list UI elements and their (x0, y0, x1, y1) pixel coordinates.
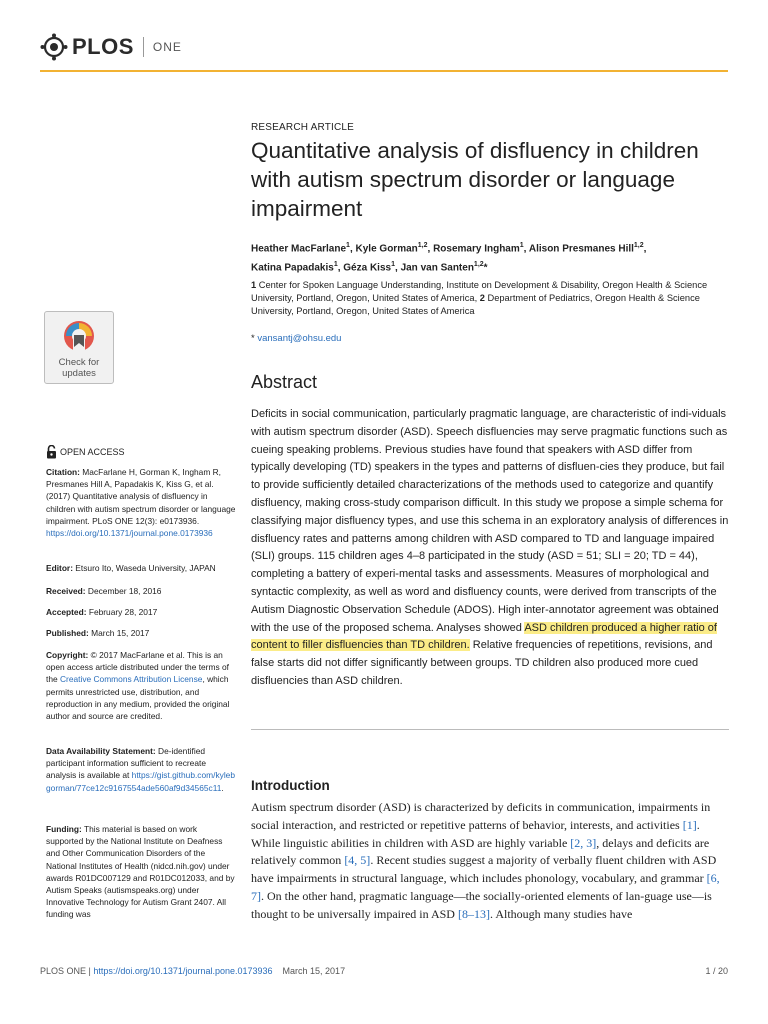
funding-block (46, 823, 236, 921)
copyright-label: Copyright: (46, 650, 89, 660)
author-affil: 1 (391, 261, 395, 269)
affil-text: Center for Spoken Language Understanding, Institute on Development & Disability, Oregon Health & Science University, Portland, Oregon, United States of America, (251, 280, 708, 303)
citation-ref[interactable]: [1] (682, 817, 697, 832)
citation-ref[interactable]: [8–13] (457, 906, 490, 921)
introduction-body (251, 799, 729, 924)
open-access-text: OPEN ACCESS (60, 447, 125, 457)
copyright-text: © 2017 MacFarlane et al. This is an open access article distributed under the terms of the (46, 650, 229, 685)
copyright-text-2: , which permits unrestricted use, distribution, and reproduction in any medium, provided the original author and source are credited. (46, 674, 230, 722)
article-type-label: RESEARCH ARTICLE (251, 122, 355, 133)
affil-num: 1 (251, 280, 257, 290)
affil-text: Department of Pediatrics, Oregon Health & Science University, Portland, Oregon, United States of America (251, 293, 700, 316)
accepted-block (46, 606, 236, 618)
abstract-text-end: Relative frequencies of repetitions, revisions, and false starts did not differ significantly between groups. TD children also produced more cued disfluencies than ASD children. (251, 639, 713, 687)
author-sep: , (643, 243, 647, 255)
author-affil: 1,2 (473, 261, 484, 269)
citation-block (46, 466, 236, 539)
data-availability-text: De-identified participant information sufficient to recreate analysis is available at (46, 746, 206, 781)
citation-ref[interactable]: [2, 3] (570, 835, 597, 850)
check-for-updates-icon (62, 319, 96, 353)
data-availability-block (46, 745, 236, 794)
email-marker: * (251, 333, 255, 344)
abstract-heading: Abstract (251, 372, 318, 392)
editor-text: Etsuro Ito, Waseda University, JAPAN (72, 563, 216, 573)
abstract-highlight: ASD children produced a higher ratio of content to filler disfluencies than TD children. (251, 621, 717, 652)
citation-doi-link[interactable]: https://doi.org/10.1371/journal.pone.0173936 (46, 528, 213, 539)
received-block (46, 585, 236, 597)
footer-date: March 15, 2017 (282, 966, 346, 976)
author-sep: , (395, 262, 401, 274)
data-availability-label: Data Availability Statement: (46, 746, 156, 756)
author-affil: 1 (519, 242, 524, 249)
check-for-updates-label (45, 357, 113, 379)
abstract-text: Deficits in social communication, particularly pragmatic language, are characteristic of indi-viduals with autism spectrum disorder (ASD). Speech disfluencies may serve pragmatic functions such as cueing speaking problems. Previous studies have found that speakers with ASD differ from typically developing (TD) speakers in the types and patterns of disfluen-cies they produce, but fail to provide sufficiently detailed characterizations of the methods used to categorize and quantify disfluency, making cross-study comparison difficult. In this study we propose a simple schema for classifying major disfluency types, and use this schema in an exploratory analysis of differences in disfluency rates and patterns among children with ASD compared to TD and language impaired (SLI) groups. 115 children ages 4–8 participated in the study (ASD = 51; SLI = 20; TD = 44), completing a battery of experi-mental tasks and assessments. Measures of morphological and syntactic complexity, as well as word and disfluency counts, were derived from transcripts of the Autism Diagnostic Observation Schedule (ADOS). High inter-annotator agreement was obtained with the use of the proposed schema. Analyses showed (251, 408, 729, 634)
plos-logo[interactable] (40, 33, 182, 61)
author-sep: , (337, 262, 344, 274)
author-sep: , (523, 243, 529, 255)
citation-ref[interactable]: [4, 5] (344, 853, 371, 868)
check-for-updates-badge[interactable] (44, 311, 114, 384)
logo-sub: ONE (152, 40, 182, 54)
affiliations (251, 279, 731, 318)
affil-num: 2 (479, 293, 485, 303)
author-sep: * (483, 262, 488, 274)
author-affil: 1,2 (417, 242, 428, 249)
published-label: Published: (46, 628, 89, 638)
intro-text: , delays and deficits are relatively common (251, 835, 710, 868)
accepted-label: Accepted: (46, 607, 87, 617)
corresponding-email (251, 333, 341, 344)
author-affil: 1 (346, 242, 350, 249)
badge-line-2: updates (62, 368, 96, 379)
email-link[interactable]: vansantj@ohsu.edu (257, 333, 342, 344)
received-label: Received: (46, 586, 86, 596)
received-text: December 18, 2016 (85, 586, 162, 596)
published-block (46, 627, 236, 639)
intro-text: . On the other hand, pragmatic language—the socially-oriented elements of lan-guage use—is thought to be universally impaired in ASD (251, 888, 712, 921)
accepted-text: February 28, 2017 (86, 607, 158, 617)
author-name[interactable]: Alison Presmanes Hill (528, 243, 634, 255)
published-text: March 15, 2017 (88, 628, 150, 638)
author-name[interactable]: Katina Papadakis (251, 262, 334, 274)
author-affil: 1 (333, 261, 338, 269)
author-sep: , (427, 243, 434, 255)
page-number: 1 / 20 (705, 966, 728, 976)
header-rule (40, 70, 728, 72)
open-access-label (46, 445, 125, 459)
logo-divider (143, 37, 144, 57)
funding-text: This material is based on work supported by the National Institute on Deafness and Other Communication Disorders of the National Institutes of Health (nidcd.nih.gov) under awards R01DC007129 and R01DC012033, and by Autism Speaks (autismspeaks.org) under Innovative Technology for Autism Grant 2407. All funding was (46, 824, 235, 920)
plos-logo-icon (40, 33, 68, 61)
intro-text: Autism spectrum disorder (ASD) is characterized by deficits in communication, impairments in social interaction, and restricted or repetitive patterns of behavior, interests, and activities (251, 800, 711, 832)
intro-text: . While linguistic abilities in children with ASD are highly variable (251, 817, 700, 850)
article-title: Quantitative analysis of disfluency in children with autism spectrum disorder or language impairment (251, 138, 699, 221)
introduction-heading: Introduction (251, 778, 330, 793)
footer-doi-link[interactable]: https://doi.org/10.1371/journal.pone.0173936 (93, 966, 273, 976)
editor-block (46, 562, 236, 574)
citation-text: MacFarlane H, Gorman K, Ingham R, Presmanes Hill A, Papadakis K, Kiss G, et al. (2017) Quantitative analysis of disfluency in children with autism spectrum disorder or language impairment. PLoS ONE 12(3): e0173936. (46, 467, 236, 526)
page-footer (40, 966, 728, 976)
author-name[interactable]: Jan van Santen (400, 262, 474, 274)
section-divider (251, 729, 729, 730)
author-name[interactable]: Kyle Gorman (355, 243, 418, 255)
citation-ref[interactable]: [6, 7] (251, 871, 720, 903)
author-affil: 1,2 (633, 242, 644, 249)
copyright-block (46, 649, 236, 722)
badge-line-1: Check for (58, 357, 100, 368)
logo-word: PLOS (72, 34, 134, 59)
footer-journal: PLOS ONE | (40, 966, 94, 976)
open-lock-icon (46, 445, 57, 459)
citation-label: Citation: (46, 467, 80, 477)
author-list (251, 238, 731, 277)
intro-text: . Recent studies suggest a majority of verbally fluent children with ASD have impairments in structural language, which includes phonology, vocabulary, and grammar (251, 853, 717, 886)
abstract-body (251, 406, 729, 691)
data-gist-link[interactable]: https://gist.github.com/kylebgorman/77ce12c9167554ade560af9d34565c11 (46, 770, 235, 793)
author-sep: , (349, 243, 356, 255)
data-end: . (221, 782, 224, 793)
author-name[interactable]: Rosemary Ingham (433, 243, 520, 255)
funding-label: Funding: (46, 824, 82, 834)
license-link[interactable]: Creative Commons Attribution License (59, 674, 203, 685)
author-name[interactable]: Heather MacFarlane (251, 243, 347, 255)
editor-label: Editor: (46, 563, 73, 573)
author-name[interactable]: Géza Kiss (343, 262, 392, 274)
intro-text: . Although many studies have (489, 906, 633, 921)
